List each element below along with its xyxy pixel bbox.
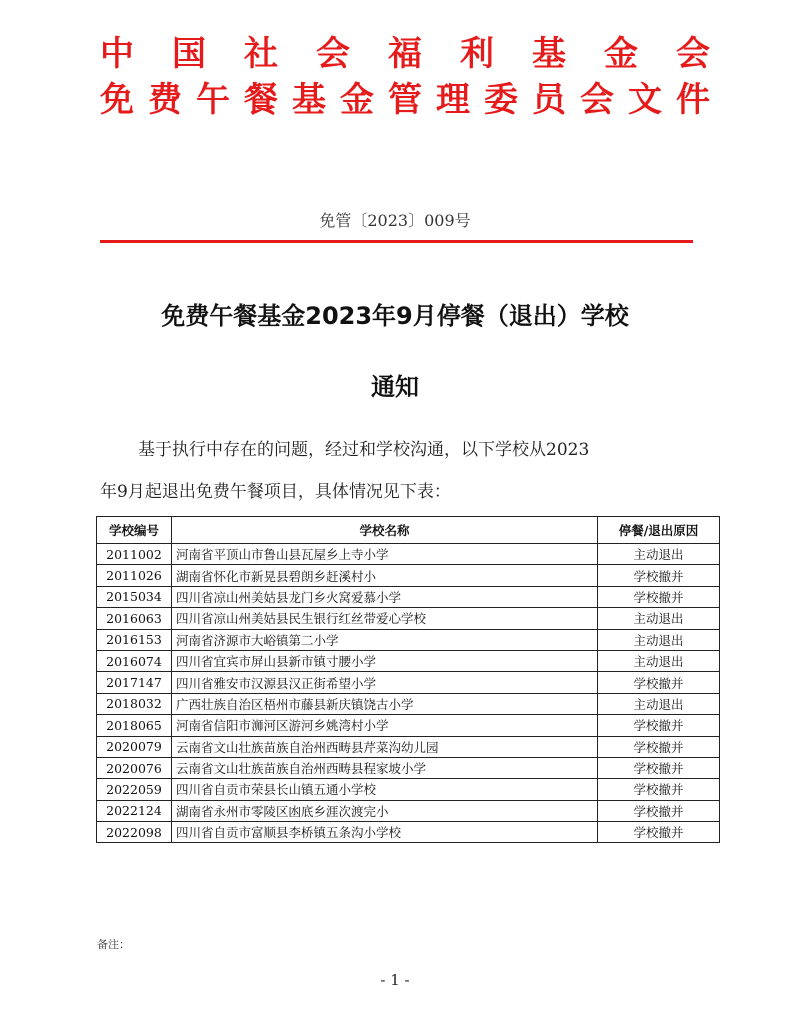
school-name-cell: 河南省平顶山市鲁山县瓦屋乡上寺小学 [172,544,598,565]
school-code-cell: 2022124 [97,800,172,821]
table-row [97,650,720,671]
table-row [97,608,720,629]
school-name-cell: 广西壮族自治区梧州市藤县新庆镇饶古小学 [172,693,598,714]
header-char: 金 [340,80,374,120]
school-name-cell: 四川省凉山州美姑县龙门乡火窝爱慕小学 [172,586,598,607]
school-code-cell: 2011026 [97,565,172,586]
intro-paragraph-line-1: 基于执行中存在的问题，经过和学校沟通，以下学校从2023 [138,440,590,460]
school-code-cell: 2018032 [97,693,172,714]
school-name-cell: 四川省雅安市汉源县汉正街希望小学 [172,672,598,693]
header-char: 餐 [244,80,278,120]
withdrawn-schools-table [96,516,720,843]
reason-cell: 学校撤并 [598,565,720,586]
reason-cell: 学校撤并 [598,757,720,778]
header-char: 基 [292,80,326,120]
school-name-cell: 湖南省怀化市新晃县碧朗乡赶溪村小 [172,565,598,586]
table-row [97,565,720,586]
table-row [97,822,720,843]
header-char: 会 [676,34,710,74]
table-header-row [97,517,720,544]
header-char: 中 [100,34,134,74]
reason-cell: 主动退出 [598,629,720,650]
table-row [97,715,720,736]
school-name-cell: 四川省自贡市荣县长山镇五通小学校 [172,779,598,800]
school-code-cell: 2015034 [97,586,172,607]
table-row [97,693,720,714]
school-code-cell: 2020079 [97,736,172,757]
header-char: 福 [388,34,422,74]
school-code-cell: 2016074 [97,650,172,671]
column-header-reason: 停餐/退出原因 [598,517,720,544]
header-char: 社 [244,34,278,74]
note-label: 备注： [97,938,130,951]
school-code-cell: 2022098 [97,822,172,843]
header-char: 基 [532,34,566,74]
reason-cell: 学校撤并 [598,672,720,693]
school-name-cell: 河南省信阳市浉河区游河乡姚湾村小学 [172,715,598,736]
header-char: 文 [628,80,662,120]
school-code-cell: 2016063 [97,608,172,629]
reason-cell: 学校撤并 [598,736,720,757]
document-number: 免管〔2023〕009号 [319,211,471,230]
intro-paragraph-line-2: 年9月起退出免费午餐项目，具体情况见下表： [100,482,451,502]
school-code-cell: 2017147 [97,672,172,693]
school-code-cell: 2016153 [97,629,172,650]
table-row [97,544,720,565]
reason-cell: 主动退出 [598,650,720,671]
header-char: 国 [172,34,206,74]
header-char: 费 [148,80,182,120]
table-row [97,757,720,778]
column-header-school-name: 学校名称 [172,517,598,544]
table-row [97,586,720,607]
table-row [97,629,720,650]
header-char: 委 [484,80,518,120]
school-name-cell: 湖南省永州市零陵区凼底乡涯次渡完小 [172,800,598,821]
school-code-cell: 2020076 [97,757,172,778]
column-header-school-code: 学校编号 [97,517,172,544]
reason-cell: 学校撤并 [598,586,720,607]
org-header-line [100,34,710,74]
header-char: 件 [676,80,710,120]
committee-header-line [100,80,710,120]
reason-cell: 主动退出 [598,608,720,629]
school-code-cell: 2011002 [97,544,172,565]
reason-cell: 学校撤并 [598,822,720,843]
header-char: 管 [388,80,422,120]
header-char: 午 [196,80,230,120]
table-row [97,800,720,821]
reason-cell: 主动退出 [598,544,720,565]
school-name-cell: 云南省文山壮族苗族自治州西畴县芹菜沟幼儿园 [172,736,598,757]
table-row [97,672,720,693]
header-char: 会 [316,34,350,74]
school-code-cell: 2022059 [97,779,172,800]
school-name-cell: 四川省凉山州美姑县民生银行红丝带爱心学校 [172,608,598,629]
header-char: 理 [436,80,470,120]
header-char: 金 [604,34,638,74]
reason-cell: 主动退出 [598,693,720,714]
school-name-cell: 四川省自贡市富顺县李桥镇五条沟小学校 [172,822,598,843]
table-row [97,779,720,800]
reason-cell: 学校撤并 [598,800,720,821]
school-name-cell: 河南省济源市大峪镇第二小学 [172,629,598,650]
school-name-cell: 四川省宜宾市屏山县新市镇寸腰小学 [172,650,598,671]
header-char: 免 [100,80,134,120]
page-number: - 1 - [380,971,410,989]
table-row [97,736,720,757]
school-name-cell: 云南省文山壮族苗族自治州西畴县程家坡小学 [172,757,598,778]
header-char: 利 [460,34,494,74]
header-char: 员 [532,80,566,120]
document-title-notice: 通知 [371,373,419,401]
reason-cell: 学校撤并 [598,715,720,736]
header-char: 会 [580,80,614,120]
reason-cell: 学校撤并 [598,779,720,800]
school-code-cell: 2018065 [97,715,172,736]
red-divider-line [100,240,693,243]
document-title: 免费午餐基金2023年9月停餐（退出）学校 [161,302,629,330]
